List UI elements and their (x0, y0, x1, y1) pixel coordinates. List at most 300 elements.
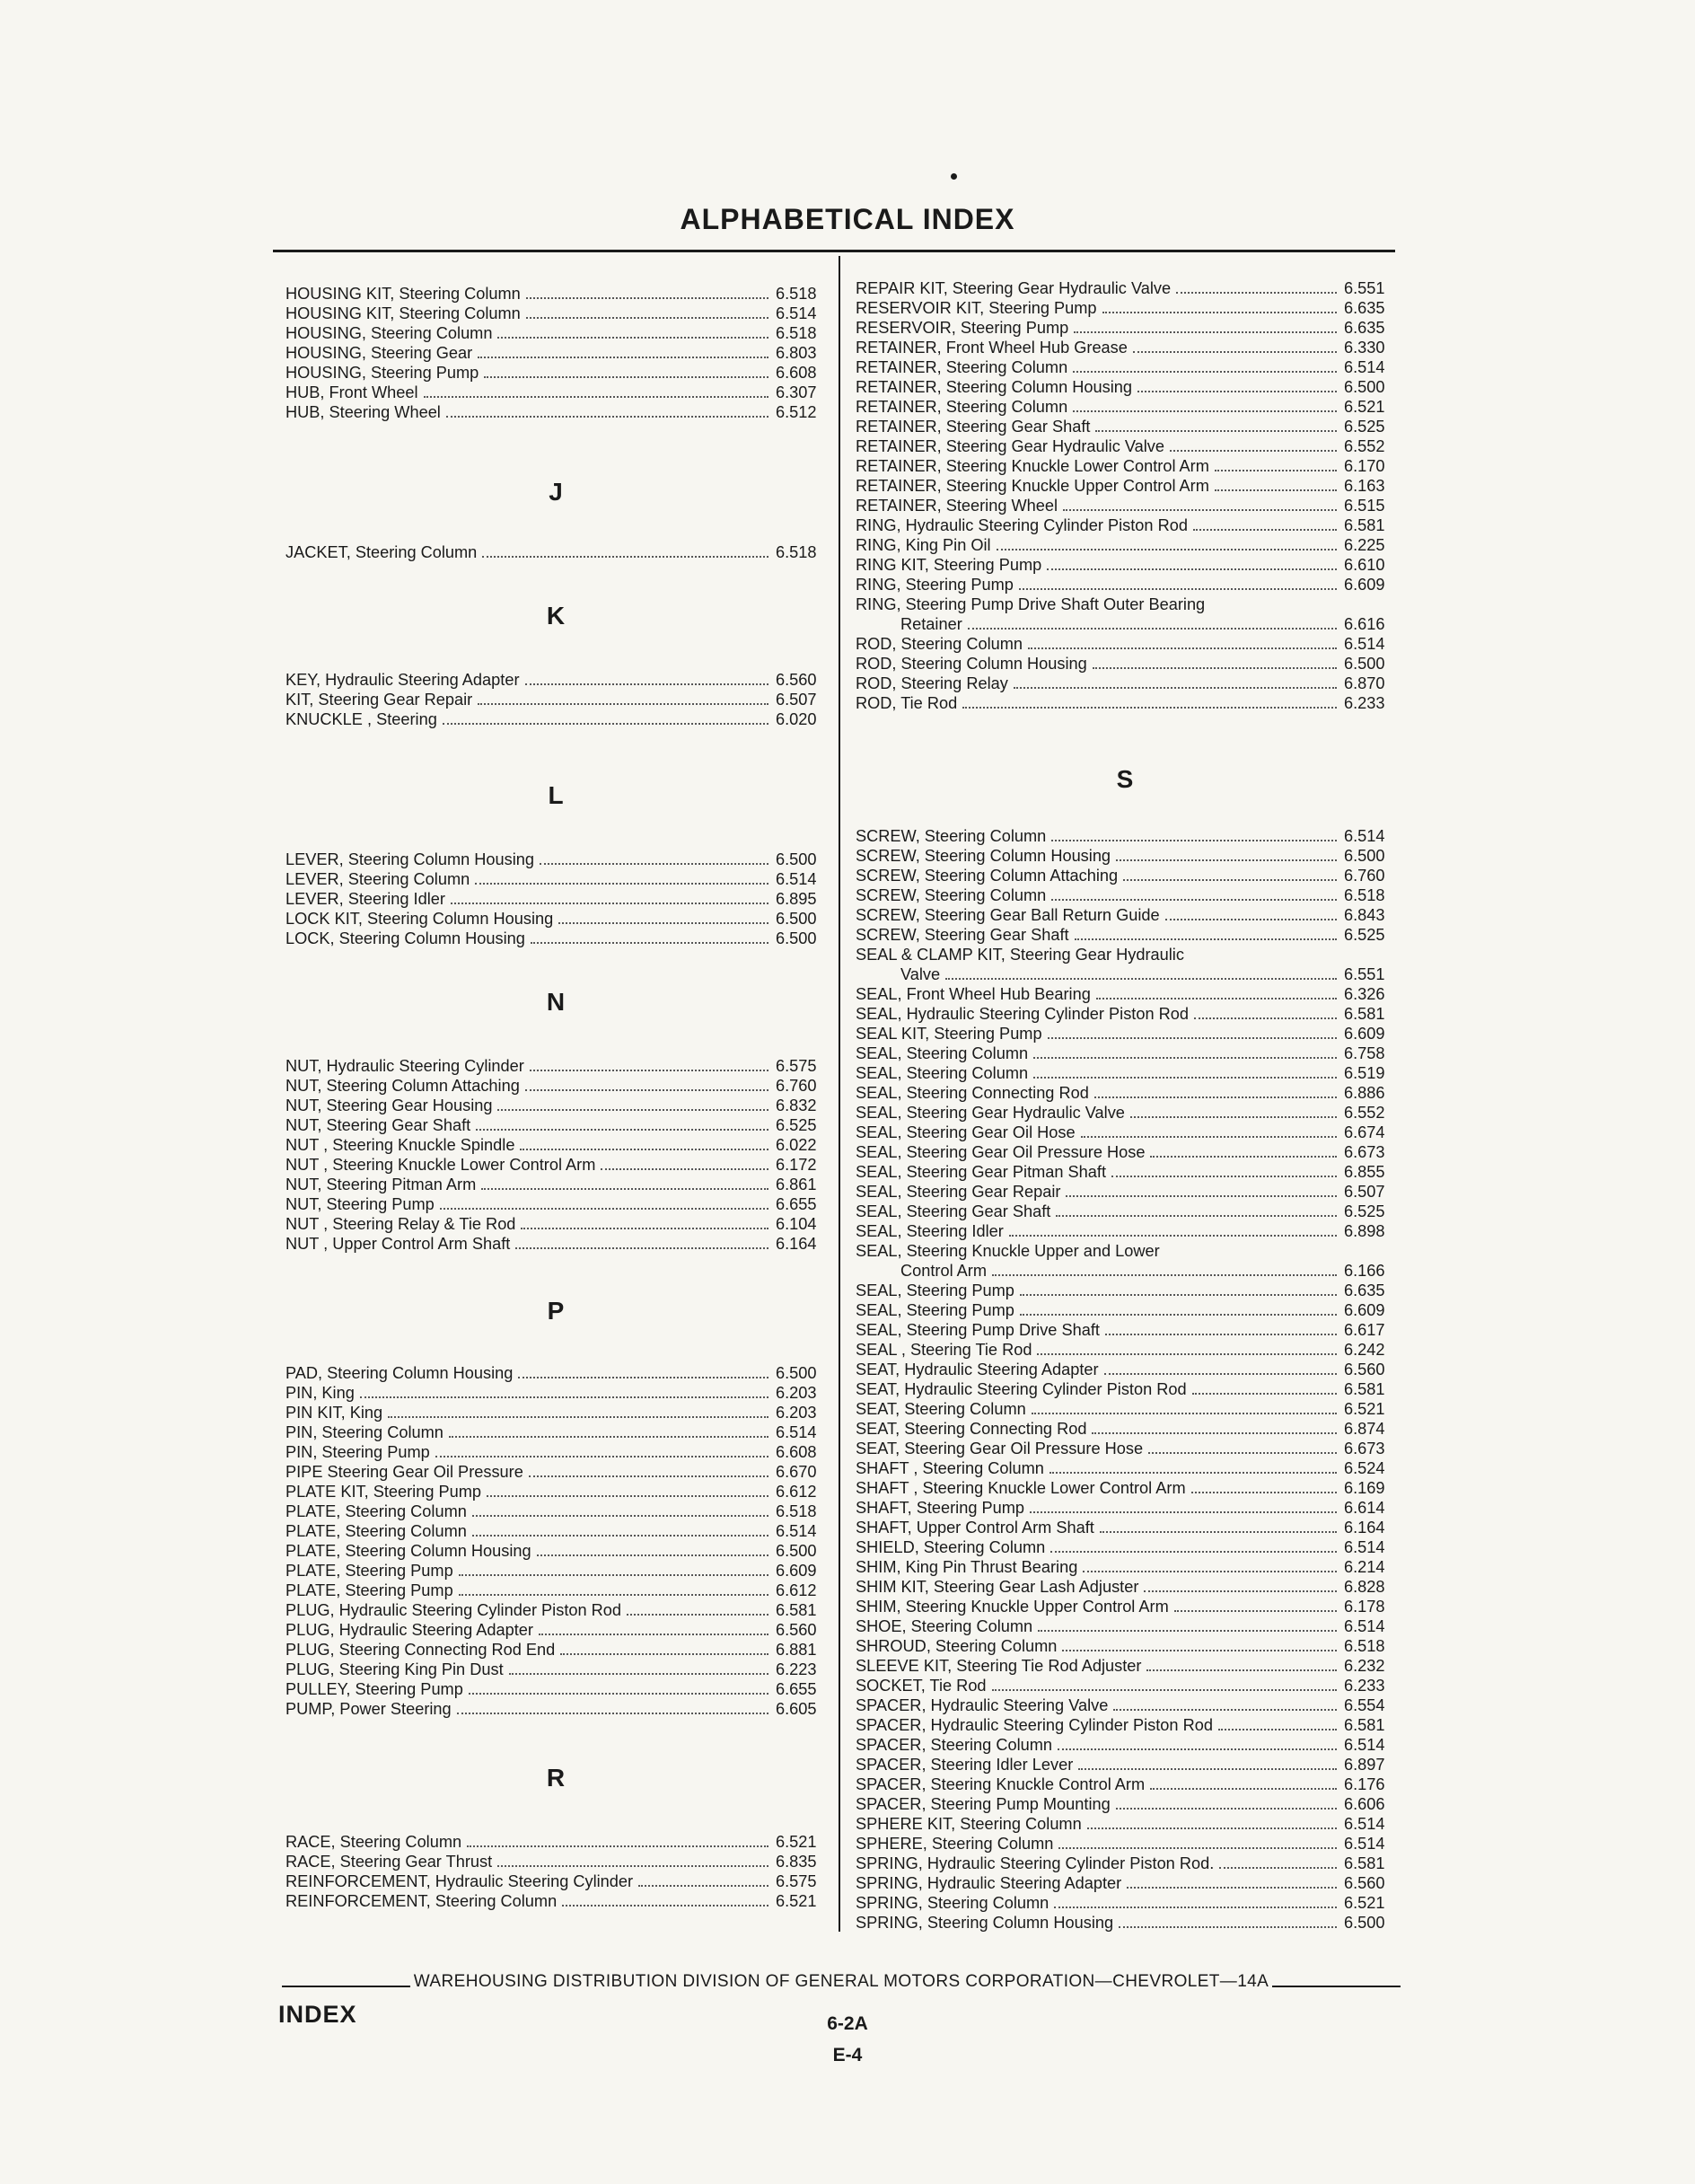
entry-name: NUT, Steering Gear Housing (285, 1096, 493, 1114)
index-entry (856, 1241, 1394, 1281)
dot-leader (1048, 1037, 1337, 1039)
index-entry (285, 1660, 826, 1679)
entry-page: 6.610 (1344, 556, 1385, 574)
entry-name: SHIELD, Steering Column (856, 1538, 1046, 1556)
index-entry (856, 945, 1394, 984)
entry-name: ROD, Steering Column (856, 635, 1023, 653)
index-entry (285, 1871, 826, 1891)
entry-name: NUT , Steering Knuckle Lower Control Arm (285, 1156, 596, 1174)
index-entry (856, 555, 1394, 575)
index-entry (285, 1115, 826, 1135)
entry-name: JACKET, Steering Column (285, 543, 478, 561)
index-entry (285, 1502, 826, 1521)
section-letter: K (546, 602, 566, 630)
entry-name: SPACER, Steering Knuckle Control Arm (856, 1775, 1146, 1793)
entry-page: 6.552 (1344, 1104, 1385, 1122)
dot-leader (560, 1653, 768, 1655)
index-entry (856, 1794, 1394, 1814)
dot-leader (481, 1188, 768, 1190)
index-entry (856, 1893, 1394, 1913)
entry-name: KIT, Steering Gear Repair (285, 691, 473, 709)
entry-page: 6.512 (776, 403, 817, 421)
entry-name: SEAL, Steering Pump Drive Shaft (856, 1321, 1100, 1339)
dot-leader (1020, 1314, 1337, 1316)
entry-name: PLATE, Steering Column Housing (285, 1542, 531, 1560)
index-entry (285, 363, 826, 383)
title-rule (273, 250, 1395, 252)
entry-name: SPACER, Hydraulic Steering Cylinder Piston Rod (856, 1716, 1213, 1734)
entry-page: 6.655 (776, 1195, 817, 1213)
entry-name: SHIM, King Pin Thrust Bearing (856, 1558, 1078, 1576)
entry-page: 6.507 (1344, 1183, 1385, 1201)
dot-leader (1111, 1176, 1337, 1177)
entry-page: 6.500 (776, 929, 817, 947)
index-entry (856, 1202, 1394, 1221)
dot-leader (638, 1885, 768, 1887)
entry-name: RING, Steering Pump Drive Shaft Outer Bearing (856, 595, 1206, 613)
entry-page: 6.172 (776, 1156, 817, 1174)
entry-page: 6.521 (1344, 1400, 1385, 1418)
entry-page: 6.500 (1344, 378, 1385, 396)
dot-leader (1075, 938, 1337, 940)
entry-name: SPACER, Steering Column (856, 1736, 1053, 1754)
entry-page: 6.164 (1344, 1519, 1385, 1537)
index-entry (856, 1044, 1394, 1063)
index-entry (856, 1616, 1394, 1636)
entry-name: SHAFT , Steering Knuckle Lower Control Arm (856, 1479, 1186, 1497)
dot-leader (1083, 1571, 1337, 1572)
entry-name: SEAT, Hydraulic Steering Cylinder Piston Rod (856, 1380, 1187, 1398)
index-entry (856, 338, 1394, 357)
index-entry (285, 1383, 826, 1403)
dot-leader (1127, 1887, 1337, 1889)
entry-name: SEAL, Steering Connecting Rod (856, 1084, 1089, 1102)
dot-leader (467, 1845, 768, 1847)
index-entry (856, 357, 1394, 377)
entry-page: 6.170 (1344, 457, 1385, 475)
dot-leader (627, 1614, 768, 1616)
index-entry (856, 476, 1394, 496)
entry-page: 6.500 (1344, 655, 1385, 673)
entry-page: 6.635 (1344, 1281, 1385, 1299)
dot-leader (525, 683, 768, 685)
entry-name: SPHERE, Steering Column (856, 1835, 1054, 1853)
index-entry (856, 1123, 1394, 1142)
dot-leader (472, 1515, 768, 1517)
dot-leader (1087, 1827, 1337, 1829)
dot-leader (1051, 840, 1337, 841)
dot-leader (1058, 1748, 1337, 1750)
entry-page: 6.803 (776, 344, 817, 362)
entry-page: 6.551 (1344, 279, 1385, 297)
entry-page: 6.525 (776, 1116, 817, 1134)
entry-name: HOUSING, Steering Pump (285, 364, 479, 382)
entry-name: PIN, Steering Column (285, 1423, 444, 1441)
dot-leader (1104, 1373, 1337, 1375)
section-letter: J (549, 478, 563, 506)
column-divider (839, 256, 840, 1932)
entry-page: 6.835 (776, 1853, 817, 1871)
entry-name: PLUG, Hydraulic Steering Cylinder Piston Rod (285, 1601, 622, 1619)
page-dot (951, 173, 957, 180)
dot-leader (1058, 1847, 1337, 1849)
entry-page: 6.514 (1344, 1736, 1385, 1754)
dot-leader (1170, 450, 1337, 452)
dot-leader (530, 1070, 768, 1071)
footer-rule-right (1272, 1986, 1401, 1987)
entry-name: LEVER, Steering Column (285, 870, 470, 888)
dot-leader (1078, 1768, 1337, 1770)
dot-leader (476, 1129, 768, 1131)
entry-page: 6.514 (776, 1423, 817, 1441)
dot-leader (1144, 1590, 1337, 1592)
entry-page: 6.560 (776, 671, 817, 689)
entry-name: NUT, Steering Pump (285, 1195, 435, 1213)
entry-page: 6.518 (1344, 886, 1385, 904)
index-entry (285, 1096, 826, 1115)
entry-name: HUB, Steering Wheel (285, 403, 441, 421)
index-entry (285, 1214, 826, 1234)
index-entry (856, 1004, 1394, 1024)
dot-leader (1030, 1511, 1337, 1513)
entry-page: 6.673 (1344, 1440, 1385, 1457)
dot-leader (509, 1673, 768, 1675)
entry-name: REINFORCEMENT, Hydraulic Steering Cylinder (285, 1872, 634, 1890)
index-entry (856, 984, 1394, 1004)
index-entry (285, 1541, 826, 1561)
footer-index-label: INDEX (278, 2001, 357, 2028)
entry-page: 6.233 (1344, 1677, 1385, 1695)
entry-name: SCREW, Steering Gear Ball Return Guide (856, 906, 1160, 924)
index-entry (856, 866, 1394, 885)
entry-page: 6.521 (1344, 398, 1385, 416)
dot-leader (1102, 312, 1337, 313)
entry-page: 6.575 (776, 1872, 817, 1890)
index-column-right (856, 278, 1394, 1933)
footer-sub-page: E-4 (832, 2045, 863, 2065)
index-entry (856, 693, 1394, 713)
spacer (285, 1792, 826, 1832)
spacer (285, 948, 826, 988)
index-entry (856, 1083, 1394, 1103)
entry-name: PLUG, Steering Connecting Rod End (285, 1641, 556, 1659)
spacer (285, 1719, 826, 1764)
entry-name: PIN, King (285, 1384, 355, 1402)
entry-name: PLATE, Steering Pump (285, 1562, 453, 1580)
entry-page: 6.166 (1344, 1262, 1385, 1280)
index-entry (856, 885, 1394, 905)
section-letter: N (546, 988, 566, 1016)
section-letter: P (547, 1297, 565, 1325)
dot-leader (360, 1396, 768, 1398)
entry-page: 6.500 (776, 850, 817, 868)
index-entry (856, 298, 1394, 318)
dot-leader (1123, 879, 1337, 881)
dot-leader (440, 1208, 768, 1210)
entry-name: SEAL KIT, Steering Pump (856, 1025, 1042, 1043)
entry-name: HUB, Front Wheel (285, 383, 418, 401)
index-entry (285, 1076, 826, 1096)
entry-page: 6.525 (1344, 1202, 1385, 1220)
entry-name: SEAT, Steering Gear Oil Pressure Hose (856, 1440, 1144, 1457)
dot-leader (1049, 1472, 1337, 1474)
entry-name: PIN KIT, King (285, 1404, 383, 1422)
index-entry (856, 1577, 1394, 1597)
index-entry (856, 1439, 1394, 1458)
entry-page: 6.828 (1344, 1578, 1385, 1596)
index-entry (285, 1155, 826, 1175)
spacer (285, 810, 826, 850)
page-title: ALPHABETICAL INDEX (680, 203, 1015, 235)
entry-page: 6.886 (1344, 1084, 1385, 1102)
dot-leader (1073, 371, 1337, 373)
index-entry (285, 690, 826, 709)
entry-name: SCREW, Steering Column Attaching (856, 867, 1119, 885)
entry-page: 6.608 (776, 364, 817, 382)
dot-leader (1218, 1729, 1337, 1730)
index-entry (856, 1913, 1394, 1933)
entry-page: 6.500 (776, 1364, 817, 1382)
entry-page: 6.897 (1344, 1756, 1385, 1774)
dot-leader (518, 1377, 768, 1378)
entry-page: 6.022 (776, 1136, 817, 1154)
entry-page: 6.514 (1344, 358, 1385, 376)
dot-leader (1219, 1867, 1337, 1869)
dot-leader (1032, 1413, 1337, 1414)
dot-leader (1174, 1610, 1337, 1612)
index-entry (856, 1478, 1394, 1498)
entry-page: 6.609 (1344, 1025, 1385, 1043)
index-entry (856, 1676, 1394, 1695)
entry-page: 6.608 (776, 1443, 817, 1461)
dot-leader (478, 357, 768, 358)
dot-leader (469, 1693, 768, 1695)
entry-name: SEAL, Steering Pump (856, 1281, 1014, 1299)
index-entry (856, 1024, 1394, 1044)
dot-leader (1047, 568, 1337, 570)
index-entry (285, 1832, 826, 1852)
dot-leader (1073, 410, 1337, 412)
entry-page: 6.518 (1344, 1637, 1385, 1655)
index-entry (285, 1581, 826, 1600)
index-entry (856, 1379, 1394, 1399)
dot-leader (459, 1594, 768, 1596)
entry-name: REPAIR KIT, Steering Gear Hydraulic Valve (856, 279, 1172, 297)
entry-page: 6.614 (1344, 1499, 1385, 1517)
entry-name: KEY, Hydraulic Steering Adapter (285, 671, 520, 689)
entry-page: 6.518 (776, 1502, 817, 1520)
index-entry (856, 674, 1394, 693)
entry-name: SPHERE KIT, Steering Column (856, 1815, 1082, 1833)
entry-page: 6.560 (1344, 1874, 1385, 1892)
entry-page: 6.104 (776, 1215, 817, 1233)
index-entry (856, 654, 1394, 674)
index-entry (285, 1699, 826, 1719)
entry-name: PLUG, Hydraulic Steering Adapter (285, 1621, 533, 1639)
dot-leader (1096, 998, 1337, 1000)
dot-leader (1119, 1926, 1337, 1928)
index-entry (285, 542, 826, 562)
dot-leader (540, 863, 768, 865)
entry-name: SPRING, Steering Column Housing (856, 1914, 1114, 1932)
entry-name: ROD, Steering Relay (856, 674, 1008, 692)
entry-name: SEAL, Hydraulic Steering Cylinder Piston Rod (856, 1005, 1189, 1023)
entry-page: 6.609 (776, 1562, 817, 1580)
dot-leader (1074, 331, 1337, 333)
index-entry (285, 1363, 826, 1383)
index-entry (285, 709, 826, 729)
footer-rule-left (282, 1986, 410, 1987)
entry-name: LEVER, Steering Idler (285, 890, 445, 908)
entry-page: 6.500 (1344, 1914, 1385, 1932)
entry-page: 6.515 (1344, 497, 1385, 515)
index-entry (856, 318, 1394, 338)
entry-name: LEVER, Steering Column Housing (285, 850, 534, 868)
spacer (285, 729, 826, 781)
dot-leader (1092, 1432, 1337, 1434)
entry-name: PLATE, Steering Column (285, 1522, 467, 1540)
dot-leader (1037, 1353, 1337, 1355)
entry-page: 6.581 (1344, 1854, 1385, 1872)
dot-leader (446, 416, 768, 418)
entry-name: RACE, Steering Gear Thrust (285, 1853, 493, 1871)
index-entry (856, 1340, 1394, 1360)
index-entry (856, 1162, 1394, 1182)
spacer (285, 1017, 826, 1056)
dot-leader (497, 337, 768, 339)
dot-leader (1130, 1116, 1337, 1118)
spacer (285, 562, 826, 602)
dot-leader (1094, 1096, 1337, 1098)
entry-page: 6.514 (1344, 1538, 1385, 1556)
dot-leader (1215, 489, 1337, 491)
dot-leader (515, 1247, 768, 1249)
entry-page: 6.514 (1344, 1835, 1385, 1853)
index-entry (856, 1814, 1394, 1834)
index-entry (856, 594, 1394, 634)
dot-leader (968, 628, 1337, 630)
entry-name: RETAINER, Steering Gear Shaft (856, 418, 1091, 436)
entry-page: 6.521 (776, 1833, 817, 1851)
index-entry (285, 1175, 826, 1194)
dot-leader (435, 1456, 768, 1457)
entry-name: SEAL, Steering Gear Pitman Shaft (856, 1163, 1107, 1181)
footer-page-number: 6-2A (827, 2013, 868, 2034)
footer-division-line (282, 1972, 1401, 1992)
entry-page: 6.514 (776, 1522, 817, 1540)
entry-name-cont: Control Arm (900, 1262, 988, 1280)
dot-leader (388, 1416, 768, 1418)
dot-leader (537, 1554, 768, 1556)
index-entry (856, 1854, 1394, 1873)
entry-page: 6.518 (776, 324, 817, 342)
entry-name: RACE, Steering Column (285, 1833, 462, 1851)
dot-leader (1193, 529, 1337, 531)
entry-name: HOUSING KIT, Steering Column (285, 285, 521, 303)
dot-leader (526, 297, 768, 299)
index-entry (856, 1735, 1394, 1755)
entry-page: 6.655 (776, 1680, 817, 1698)
dot-leader (497, 1865, 768, 1867)
dot-leader (997, 549, 1337, 550)
index-entry (856, 1281, 1394, 1300)
dot-leader (1150, 1156, 1337, 1158)
index-entry (856, 1695, 1394, 1715)
dot-leader (1009, 1235, 1337, 1237)
entry-name: NUT, Steering Column Attaching (285, 1077, 520, 1095)
index-entry (285, 1442, 826, 1462)
entry-page: 6.861 (776, 1176, 817, 1193)
dot-leader (992, 1274, 1337, 1276)
entry-page: 6.164 (776, 1235, 817, 1253)
dot-leader (1150, 1788, 1337, 1790)
index-entry (285, 1561, 826, 1581)
entry-name: SPACER, Steering Idler Lever (856, 1756, 1074, 1774)
entry-name: SEAL, Steering Gear Shaft (856, 1202, 1051, 1220)
entry-page: 6.326 (1344, 985, 1385, 1003)
entry-page: 6.233 (1344, 694, 1385, 712)
dot-leader (1113, 1709, 1337, 1711)
entry-page: 6.560 (776, 1621, 817, 1639)
entry-page: 6.514 (776, 870, 817, 888)
index-entry (856, 1320, 1394, 1340)
entry-page: 6.242 (1344, 1341, 1385, 1359)
entry-page: 6.232 (1344, 1657, 1385, 1675)
entry-name: SEAL, Steering Gear Hydraulic Valve (856, 1104, 1125, 1122)
entry-page: 6.612 (776, 1581, 817, 1599)
entry-name: SLEEVE KIT, Steering Tie Rod Adjuster (856, 1657, 1142, 1675)
index-entry (285, 929, 826, 948)
index-entry (285, 1482, 826, 1502)
dot-leader (1191, 1492, 1337, 1493)
entry-name: SHROUD, Steering Column (856, 1637, 1058, 1655)
index-entry (856, 1557, 1394, 1577)
dot-leader (945, 978, 1337, 980)
index-entry (856, 1419, 1394, 1439)
entry-continuation (856, 614, 1394, 634)
index-entry (856, 1103, 1394, 1123)
index-entry (856, 1834, 1394, 1854)
dot-leader (521, 1228, 768, 1229)
index-entry (285, 1521, 826, 1541)
dot-leader (1054, 1907, 1337, 1908)
entry-page: 6.575 (776, 1057, 817, 1075)
index-entry (856, 1656, 1394, 1676)
entry-name: RESERVOIR KIT, Steering Pump (856, 299, 1097, 317)
entry-page: 6.673 (1344, 1143, 1385, 1161)
entry-name: RING, Steering Pump (856, 576, 1014, 594)
entry-name: RETAINER, Steering Wheel (856, 497, 1058, 515)
index-entry (856, 1755, 1394, 1774)
dot-leader (497, 1109, 768, 1111)
entry-page: 6.581 (1344, 1716, 1385, 1734)
entry-page: 6.855 (1344, 1163, 1385, 1181)
entry-page: 6.616 (1344, 615, 1385, 633)
entry-name: RESERVOIR, Steering Pump (856, 319, 1069, 337)
dot-leader (1028, 647, 1337, 649)
section-letter: S (1116, 765, 1134, 793)
entry-name: PLATE KIT, Steering Pump (285, 1483, 482, 1501)
entry-name: SEAL & CLAMP KIT, Steering Gear Hydraulic (856, 946, 1184, 964)
dot-leader (1014, 687, 1337, 689)
dot-leader (539, 1634, 768, 1635)
dot-leader (526, 317, 768, 319)
dot-leader (1148, 1452, 1337, 1454)
dot-leader (1192, 1393, 1337, 1395)
entry-name: SEAL, Steering Pump (856, 1301, 1014, 1319)
entry-page: 6.551 (1344, 965, 1385, 983)
entry-page: 6.225 (1344, 536, 1385, 554)
